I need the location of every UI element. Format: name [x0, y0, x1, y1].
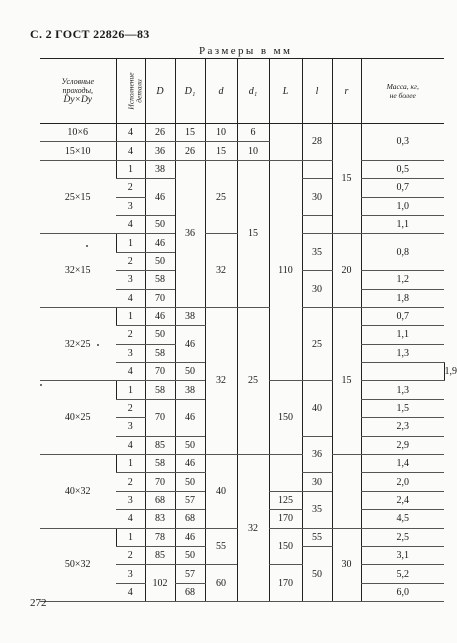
- cell-l: 30: [302, 179, 332, 216]
- cell-l: 28: [302, 124, 332, 161]
- cell-mass: 2,4: [361, 491, 444, 509]
- page-header: С. 2 ГОСТ 22826—83: [30, 27, 150, 41]
- table-header-row: [40, 59, 444, 124]
- header-D: D: [145, 59, 175, 124]
- cell-D: 50: [145, 252, 175, 270]
- cell-execution: 4: [116, 510, 145, 528]
- header-mass: [361, 59, 444, 124]
- cell-passage: 25×15: [40, 160, 116, 234]
- header-L: L: [269, 59, 302, 124]
- cell-execution: 1: [116, 160, 145, 178]
- dimensions-table: [40, 58, 457, 602]
- header-d1: d₁: [237, 59, 269, 124]
- cell-mass: 0,5: [361, 160, 444, 178]
- cell-D1: 36: [175, 160, 205, 307]
- cell-D: 58: [145, 344, 175, 362]
- cell-execution: 1: [116, 528, 145, 546]
- cell-d: 40: [205, 455, 237, 529]
- cell-L: [269, 455, 302, 492]
- cell-mass: 1,8: [361, 289, 444, 307]
- cell-L: 170: [269, 565, 302, 602]
- cell-mass: 1,3: [361, 381, 444, 399]
- cell-mass: 0,3: [361, 124, 444, 161]
- cell-l: 36: [302, 436, 332, 473]
- cell-D: 50: [145, 215, 175, 233]
- cell-D: 83: [145, 510, 175, 528]
- cell-passage: 40×32: [40, 455, 116, 529]
- cell-D1: 46: [175, 399, 205, 436]
- cell-D: 46: [145, 307, 175, 325]
- cell-L: 125: [269, 491, 302, 509]
- cell-D1: 38: [175, 307, 205, 325]
- cell-mass: 3,1: [361, 546, 444, 564]
- cell-L: 150: [269, 381, 302, 455]
- page-number: 272: [30, 597, 47, 609]
- cell-d: 32: [205, 307, 237, 454]
- cell-mass: 1,3: [361, 344, 444, 362]
- cell-execution: 4: [116, 583, 145, 601]
- cell-D: 46: [145, 234, 175, 252]
- cell-d1: 25: [237, 307, 269, 454]
- cell-D: 58: [145, 455, 175, 473]
- cell-D1: 46: [175, 528, 205, 546]
- cell-d: 25: [205, 160, 237, 234]
- table-row: [40, 455, 444, 473]
- header-mass-line2: не более: [389, 91, 416, 100]
- cell-l: 35: [302, 491, 332, 528]
- dust-speck: [40, 384, 42, 386]
- cell-D1: 26: [175, 142, 205, 160]
- cell-D: 68: [145, 491, 175, 509]
- cell-D: 85: [145, 546, 175, 564]
- cell-l: 50: [302, 546, 332, 601]
- cell-passage: 32×15: [40, 234, 116, 308]
- cell-mass: 0,8: [361, 234, 444, 271]
- cell-mass: 0,7: [361, 179, 444, 197]
- header-execution: [116, 59, 145, 124]
- cell-passage: 32×25: [40, 307, 116, 381]
- cell-mass: 1,1: [361, 326, 444, 344]
- cell-d1: 10: [237, 142, 269, 160]
- cell-r: 30: [332, 528, 361, 602]
- cell-D: 70: [145, 289, 175, 307]
- cell-D1: 57: [175, 565, 205, 583]
- cell-execution: 2: [116, 252, 145, 270]
- cell-execution: 3: [116, 418, 145, 436]
- cell-D: 70: [145, 399, 175, 436]
- cell-d1: 32: [237, 455, 269, 602]
- cell-D: 36: [145, 142, 175, 160]
- cell-passage: 10×6: [40, 124, 116, 142]
- cell-mass: 1,5: [361, 399, 444, 417]
- cell-D1: 50: [175, 473, 205, 491]
- cell-D1: 15: [175, 124, 205, 142]
- cell-D: 58: [145, 381, 175, 399]
- cell-D: 38: [145, 160, 175, 178]
- table-row: [40, 160, 444, 178]
- cell-execution: 2: [116, 326, 145, 344]
- cell-execution: 3: [116, 344, 145, 362]
- cell-execution: 1: [116, 234, 145, 252]
- table-row: [40, 124, 444, 142]
- cell-D1: 50: [175, 363, 205, 381]
- cell-D: 26: [145, 124, 175, 142]
- header-r: r: [332, 59, 361, 124]
- cell-L: [269, 124, 302, 161]
- cell-D: 58: [145, 271, 175, 289]
- cell-D: 50: [145, 326, 175, 344]
- cell-execution: 3: [116, 271, 145, 289]
- cell-mass: 2,5: [361, 528, 444, 546]
- cell-L: 110: [269, 160, 302, 381]
- cell-mass: 5,2: [361, 565, 444, 583]
- header-exec-line2: детали: [134, 78, 144, 103]
- cell-execution: 2: [116, 399, 145, 417]
- table-caption: Размеры в мм: [199, 45, 293, 57]
- cell-r: 15: [332, 124, 361, 234]
- cell-execution: 4: [116, 363, 145, 381]
- cell-r: 15: [332, 307, 361, 454]
- cell-D1: 68: [175, 510, 205, 528]
- cell-passage: 50×32: [40, 528, 116, 602]
- cell-mass: 1,0: [361, 197, 444, 215]
- cell-r: 20: [332, 234, 361, 308]
- cell-l: [302, 215, 332, 233]
- cell-execution: 3: [116, 491, 145, 509]
- cell-r: [332, 455, 361, 529]
- cell-D1: 68: [175, 583, 205, 601]
- cell-D1: 46: [175, 326, 205, 363]
- cell-L: 170: [269, 510, 302, 528]
- cell-passage: 40×25: [40, 381, 116, 455]
- cell-mass: 4,5: [361, 510, 444, 528]
- cell-d: 60: [205, 565, 237, 602]
- header-d: d: [205, 59, 237, 124]
- header-mass-line1: Масса, кг,: [386, 82, 419, 91]
- cell-d1: 6: [237, 124, 269, 142]
- header-exec-line1: Исполнение: [126, 71, 136, 110]
- cell-execution: 2: [116, 546, 145, 564]
- cell-passage: 15×10: [40, 142, 116, 160]
- cell-l: 25: [302, 307, 332, 381]
- cell-execution: 3: [116, 565, 145, 583]
- cell-D1: 46: [175, 455, 205, 473]
- header-cond-line3: Dy×Dy: [63, 95, 93, 105]
- cell-D: 85: [145, 436, 175, 454]
- cell-mass: 0,7: [361, 307, 444, 325]
- header-cond-line1: Условные: [61, 77, 95, 86]
- cell-d: 10: [205, 124, 237, 142]
- cell-mass: 1,1: [361, 215, 444, 233]
- cell-D: 78: [145, 528, 175, 546]
- cell-D1: 57: [175, 491, 205, 509]
- cell-execution: 1: [116, 381, 145, 399]
- cell-l: 55: [302, 528, 332, 546]
- cell-d: 32: [205, 234, 237, 308]
- cell-l: 40: [302, 381, 332, 436]
- header-l: l: [302, 59, 332, 124]
- cell-l: [302, 160, 332, 178]
- cell-mass: 6,0: [361, 583, 444, 601]
- cell-mass: 1,4: [361, 455, 444, 473]
- cell-execution: 4: [116, 124, 145, 142]
- cell-D: 70: [145, 473, 175, 491]
- cell-execution: 1: [116, 307, 145, 325]
- table-row: [40, 307, 444, 325]
- header-cond-line2: проходы,: [62, 86, 94, 95]
- cell-execution: 4: [116, 436, 145, 454]
- cell-l: 30: [302, 473, 332, 491]
- header-conditional-passage: [40, 59, 116, 124]
- cell-D: 46: [145, 179, 175, 216]
- cell-l: 30: [302, 271, 332, 308]
- cell-L: [361, 363, 444, 381]
- table-row: 4 70 50 1,9: [40, 363, 444, 381]
- dust-speck: [97, 344, 99, 346]
- cell-mass: 1,2: [361, 271, 444, 289]
- cell-D: 70: [145, 363, 175, 381]
- cell-execution: 1: [116, 455, 145, 473]
- cell-execution: 3: [116, 197, 145, 215]
- cell-mass: 2,3: [361, 418, 444, 436]
- header-D1: D₁: [175, 59, 205, 124]
- cell-mass: 2,0: [361, 473, 444, 491]
- cell-d1: 15: [237, 160, 269, 307]
- cell-execution: 4: [116, 215, 145, 233]
- cell-mass: 2,9: [361, 436, 444, 454]
- cell-D: 102: [145, 565, 175, 602]
- dust-speck: [86, 245, 88, 247]
- cell-D1: 50: [175, 546, 205, 564]
- cell-execution: 2: [116, 473, 145, 491]
- cell-execution: 4: [116, 289, 145, 307]
- cell-d: 15: [205, 142, 237, 160]
- cell-execution: 4: [116, 142, 145, 160]
- cell-L: 150: [269, 528, 302, 565]
- cell-D1: 38: [175, 381, 205, 399]
- cell-D1: 50: [175, 436, 205, 454]
- cell-d: 55: [205, 528, 237, 565]
- cell-l: 35: [302, 234, 332, 271]
- cell-execution: 2: [116, 179, 145, 197]
